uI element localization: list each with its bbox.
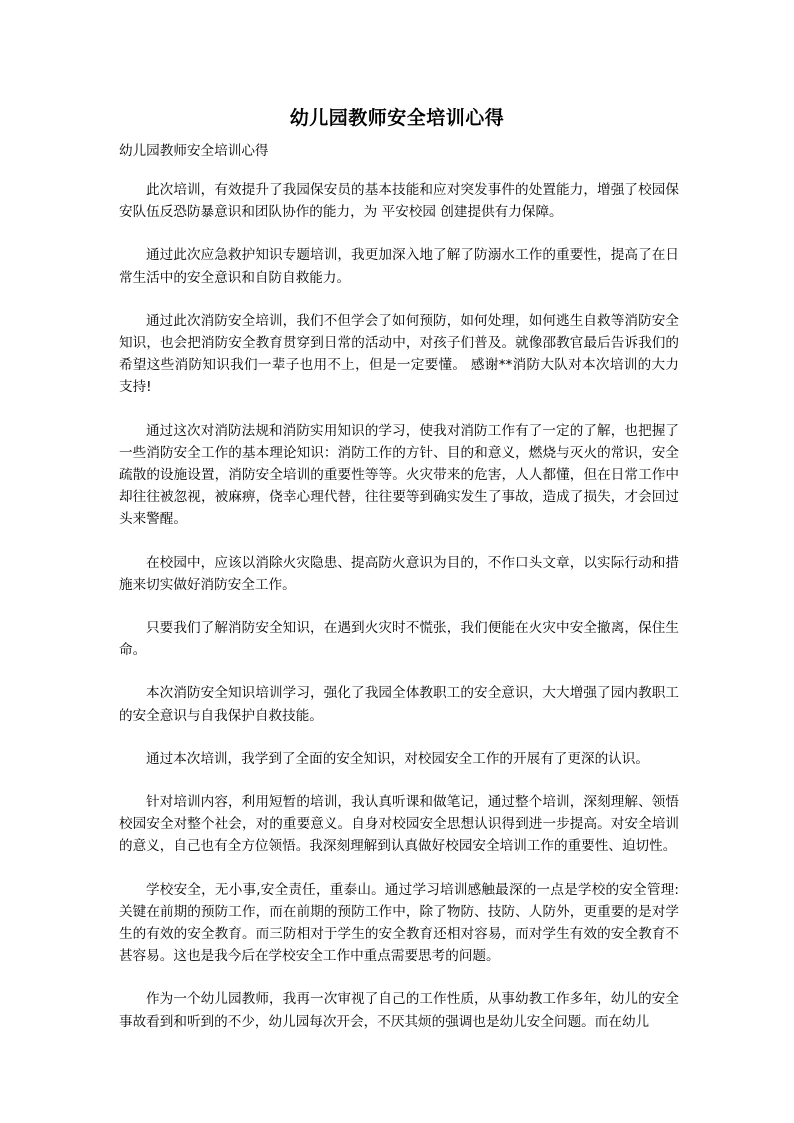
paragraph: 只要我们了解消防安全知识，在遇到火灾时不慌张，我们便能在火灾中安全撤离，保住生命。	[119, 620, 679, 659]
paragraph: 作为一个幼儿园教师，我再一次审视了自己的工作性质，从事幼教工作多年，幼儿的安全事故看到和听到的不少，幼儿园每次开会，不厌其烦的强调也是幼儿安全问题。而在幼儿	[119, 991, 679, 1030]
paragraph: 通过此次应急救护知识专题培训，我更加深入地了解了防溺水工作的重要性，提高了在日常生活中的安全意识和自防自救能力。	[119, 247, 679, 286]
paragraph: 通过此次消防安全培训，我们不但学会了如何预防，如何处理，如何逃生自救等消防安全知识，也会把消防安全教育贯穿到日常的活动中，对孩子们普及。就像邵教官最后告诉我们的 希望这些消防知识我们一辈子也用不上，但是一定要懂。 感谢**消防大队对本次培训的大力支持!	[119, 312, 679, 396]
paragraph: 针对培训内容，利用短暂的培训，我认真听课和做笔记，通过整个培训，深刻理解、领悟校园安全对整个社会，对的重要意义。自身对校园安全思想认识得到进一步提高。对安全培训的意义，自己也有全方位领悟。我深刻理解到认真做好校园安全培训工作的重要性、迫切性。	[119, 794, 679, 855]
paragraph: 本次消防安全知识培训学习，强化了我园全体教职工的安全意识，大大增强了园内教职工的安全意识与自我保护自救技能。	[119, 685, 679, 724]
paragraph: 学校安全，无小事,安全责任，重泰山。通过学习培训感触最深的一点是学校的安全管理:关键在前期的预防工作，而在前期的预防工作中，除了物防、技防、人防外，更重要的是对学生的有效的安全教育。而三防相对于学生的安全教育还相对容易，而对学生有效的安全教育不甚容易。这也是我今后在学校安全工作中重点需要思考的问题。	[119, 881, 679, 965]
paragraph: 在校园中，应该以消除火灾隐患、提高防火意识为目的，不作口头文章，以实际行动和措施来切实做好消防安全工作。	[119, 554, 679, 593]
paragraph: 通过本次培训，我学到了全面的安全知识，对校园安全工作的开展有了更深的认识。	[146, 750, 649, 767]
document-subtitle: 幼儿园教师安全培训心得	[119, 143, 269, 159]
document-title: 幼儿园教师安全培训心得	[289, 107, 505, 129]
paragraph: 通过这次对消防法规和消防实用知识的学习，使我对消防工作有了一定的了解，也把握了一些消防安全工作的基本理论知识：消防工作的方针、目的和意义，燃烧与灭火的常识，安全疏散的设施设置，消防安全培训的重要性等等。火灾带来的危害，人人都懂，但在日常工作中却往往被忽视，被麻痹，侥幸心理代替，往往要等到确实发生了事故，造成了损失，才会回过头来警醒。	[119, 422, 679, 528]
document-body	[119, 179, 679, 1054]
paragraph: 此次培训，有效提升了我园保安员的基本技能和应对突发事件的处置能力，增强了校园保安队伍反恐防暴意识和团队协作的能力，为 平安校园 创建提供有力保障。	[119, 182, 679, 221]
